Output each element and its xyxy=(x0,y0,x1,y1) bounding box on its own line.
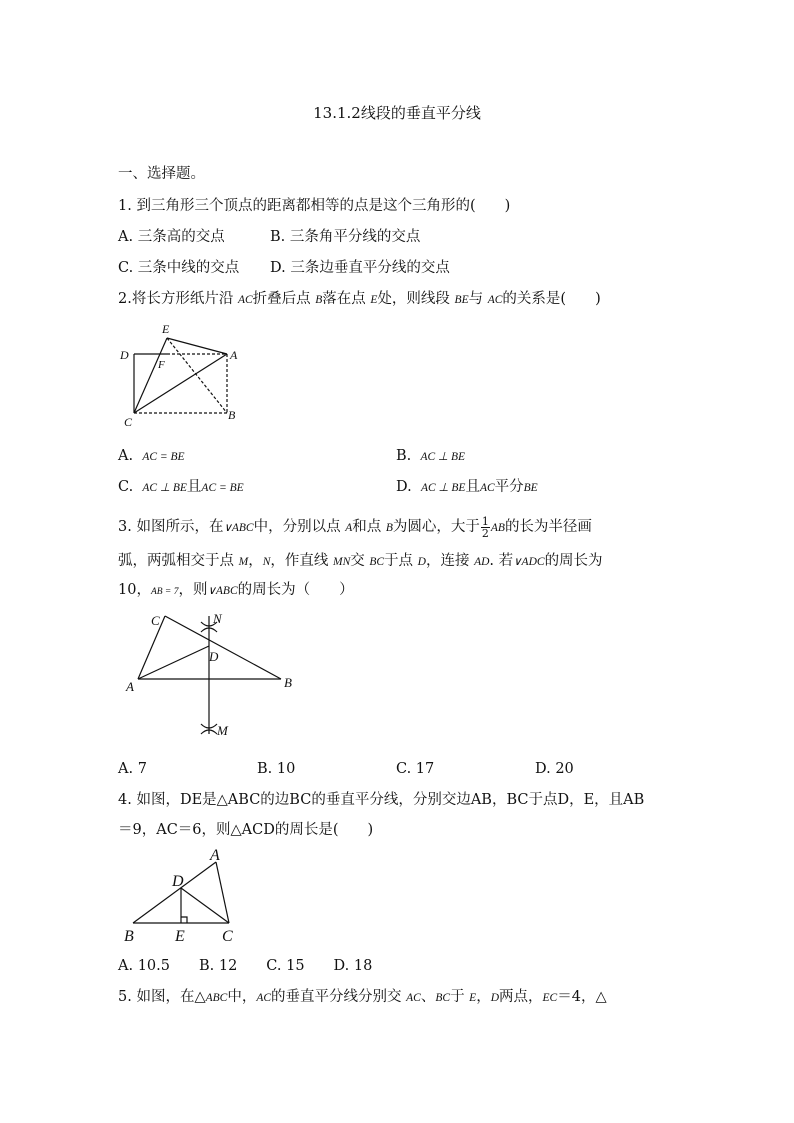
q1-stem: 1. 到三角形三个顶点的距离都相等的点是这个三角形的( ) xyxy=(118,198,511,214)
q2-edge-ea xyxy=(167,338,227,354)
q4-stem-line2: ＝9，AC＝6，则△ACD的周长是( ) xyxy=(118,822,374,838)
q3-label-c: C xyxy=(151,613,160,628)
q3-label-m: M xyxy=(217,723,228,738)
q4-label-a: A xyxy=(210,847,220,864)
q1-option-c: C. 三条中线的交点 xyxy=(118,260,240,276)
q2-label-e: E xyxy=(162,322,170,336)
section-heading: 一、选择题。 xyxy=(118,166,205,182)
q3-stem-line3: 10，AB = 7，则∨ABC的周长为（ ） xyxy=(118,582,354,598)
q3-label-n: N xyxy=(213,611,222,626)
q2-label-c: C xyxy=(124,415,133,429)
q3-fraction: $\frac{1}{2}$ xyxy=(481,514,489,540)
q4-right-angle-mark xyxy=(181,917,187,923)
q3-figure xyxy=(118,606,303,744)
q3-option-d: D. 20 xyxy=(535,761,574,777)
q4-label-b: B xyxy=(124,928,134,945)
q2-stem: 2.将长方形纸片沿 AC折叠后点 B落在点 E处，则线段 BE与 AC的关系是( ) xyxy=(118,291,601,307)
q3-label-b: B xyxy=(284,675,292,690)
q3-edge-ad xyxy=(138,646,209,679)
q2-label-a: A xyxy=(230,348,238,362)
q2-label-f: F xyxy=(158,359,165,371)
q2-option-b: B. AC ⊥ BE xyxy=(396,448,465,464)
q3-edge-cb xyxy=(165,616,281,679)
q4-edge-dc xyxy=(181,888,229,923)
q3-label-d: D xyxy=(209,649,219,664)
q4-options: A. 10.5 B. 12 C. 15 D. 18 xyxy=(118,958,373,974)
q1-option-d: D. 三条边垂直平分线的交点 xyxy=(270,260,450,276)
q2-option-a: A. AC = BE xyxy=(118,448,185,464)
q2-option-c: C. AC ⊥ BE且AC = BE xyxy=(118,479,244,495)
q3-label-a: A xyxy=(126,679,134,694)
q2-option-d: D. AC ⊥ BE且AC平分BE xyxy=(396,479,538,495)
q4-label-e: E xyxy=(175,928,185,945)
q2-edge-eb xyxy=(167,338,227,413)
q4-label-c: C xyxy=(222,928,233,945)
q1-option-a: A. 三条高的交点 xyxy=(118,229,225,245)
q4-stem-line1: 4. 如图，DE是△ABC的边BC的垂直平分线，分别交边AB，BC于点D，E，且AB xyxy=(118,792,645,808)
q2-label-d: D xyxy=(120,348,129,362)
q4-figure xyxy=(118,842,248,946)
q1-option-b: B. 三条角平分线的交点 xyxy=(270,229,421,245)
q3-option-a: A. 7 xyxy=(118,761,147,777)
q4-edge-ac xyxy=(216,862,229,923)
q3-option-c: C. 17 xyxy=(396,761,435,777)
page-title: 13.1.2线段的垂直平分线 xyxy=(313,104,481,122)
q5-stem: 5. 如图，在△ABC中，AC的垂直平分线分别交 AC、BC于 E，D两点，EC＝4，△ xyxy=(118,989,607,1005)
q2-figure xyxy=(110,318,260,430)
q3-stem-line2: 弧，两弧相交于点 M，N，作直线 MN交 BC于点 D，连接 AD. 若∨ADC的周长为 xyxy=(118,553,603,569)
q2-edge-ca xyxy=(134,354,227,413)
q3-stem-line1: 3. 如图所示，在∨ABC中，分别以点 A和点 B为圆心，大于 $\frac{1}{2}$ AB的长为半径画 xyxy=(118,514,592,540)
q4-label-d: D xyxy=(172,873,184,890)
q2-edge-ce xyxy=(134,338,167,413)
q2-label-b: B xyxy=(228,408,236,422)
q4-edge-ba xyxy=(133,862,216,923)
q3-option-b: B. 10 xyxy=(257,761,296,777)
